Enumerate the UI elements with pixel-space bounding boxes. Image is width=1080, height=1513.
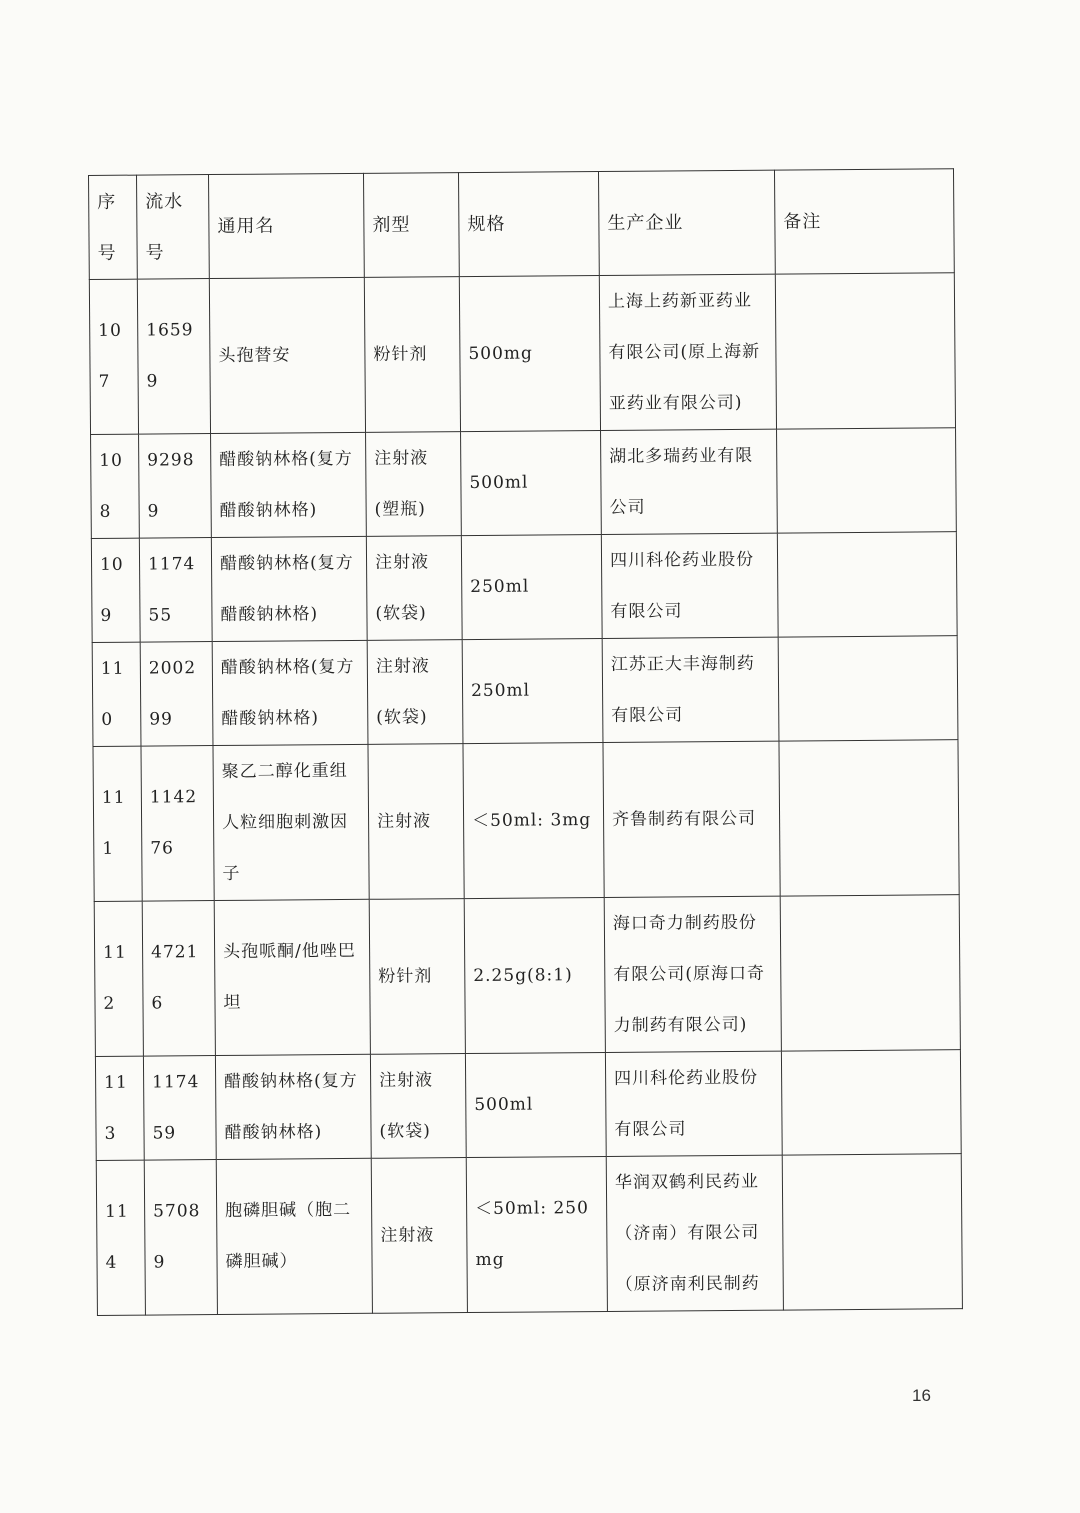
cell-note <box>778 636 958 741</box>
cell-manufacturer: 江苏正大丰海制药有限公司 <box>602 637 779 742</box>
cell-form: 粉针剂 <box>369 899 465 1055</box>
cell-manufacturer: 上海上药新亚药业有限公司(原上海新亚药业有限公司) <box>599 274 776 430</box>
cell-spec: 500ml <box>465 1052 606 1157</box>
cell-spec: 2.25g(8:1) <box>464 897 605 1053</box>
cell-seq: 107 <box>89 279 138 434</box>
header-spec: 规格 <box>458 171 599 276</box>
cell-manufacturer: 四川科伦药业股份有限公司 <box>601 533 778 638</box>
drug-list-table <box>88 168 963 1316</box>
header-seq: 序号 <box>89 175 138 279</box>
cell-note <box>779 740 959 896</box>
header-manufacturer: 生产企业 <box>598 170 775 275</box>
cell-flow: 92989 <box>139 434 212 539</box>
page-number: 16 <box>912 1386 931 1405</box>
table-row <box>95 1050 961 1161</box>
cell-seq: 114 <box>96 1160 145 1315</box>
cell-manufacturer: 齐鲁制药有限公司 <box>603 741 780 897</box>
cell-manufacturer: 海口奇力制药股份有限公司(原海口奇力制药有限公司) <box>604 896 781 1052</box>
cell-note <box>782 1154 962 1310</box>
cell-flow: 57089 <box>144 1160 217 1316</box>
cell-name: 胞磷胆碱（胞二磷胆碱） <box>216 1158 372 1314</box>
cell-form: 注射液(软袋) <box>370 1054 466 1159</box>
cell-seq: 108 <box>91 434 140 538</box>
cell-flow: 200299 <box>140 642 213 747</box>
cell-form: 注射液(塑瓶) <box>366 432 462 537</box>
cell-name: 头孢替安 <box>209 277 365 433</box>
cell-note <box>775 273 955 429</box>
cell-spec: 500ml <box>461 430 602 535</box>
table-row <box>92 636 958 747</box>
table-row <box>93 740 959 902</box>
header-name: 通用名 <box>209 173 365 278</box>
cell-manufacturer: 湖北多瑞药业有限公司 <box>601 429 778 534</box>
cell-seq: 111 <box>93 746 142 901</box>
cell-note <box>777 532 957 637</box>
cell-name: 醋酸钠林格(复方醋酸钠林格) <box>211 432 367 537</box>
table-row <box>91 532 957 643</box>
header-flow: 流水号 <box>137 175 210 280</box>
cell-name: 醋酸钠林格(复方醋酸钠林格) <box>215 1054 371 1159</box>
cell-seq: 110 <box>92 642 141 746</box>
cell-name: 醋酸钠林格(复方醋酸钠林格) <box>212 640 368 745</box>
header-form: 剂型 <box>363 173 459 278</box>
cell-form: 注射液(软袋) <box>367 640 463 745</box>
cell-form: 注射液 <box>371 1158 467 1314</box>
header-note: 备注 <box>774 169 954 274</box>
cell-flow: 16599 <box>137 279 210 435</box>
cell-note <box>780 895 960 1051</box>
cell-seq: 109 <box>91 538 140 642</box>
cell-seq: 112 <box>94 901 143 1056</box>
cell-flow: 47216 <box>142 901 215 1057</box>
cell-name: 聚乙二醇化重组人粒细胞刺激因子 <box>213 744 369 900</box>
cell-manufacturer: 华润双鹤利民药业（济南）有限公司（原济南利民制药 <box>606 1155 783 1311</box>
table-row <box>89 273 955 435</box>
table-header-row <box>89 169 955 280</box>
cell-name: 头孢哌酮/他唑巴坦 <box>214 899 370 1055</box>
cell-form: 注射液 <box>368 744 464 900</box>
table-row <box>96 1154 962 1316</box>
cell-spec: ＜50ml: 250mg <box>466 1156 607 1312</box>
cell-flow: 117459 <box>143 1056 216 1161</box>
cell-flow: 117455 <box>139 538 212 643</box>
cell-spec: ＜50ml: 3mg <box>463 742 604 898</box>
table-row <box>94 895 960 1057</box>
cell-flow: 114276 <box>141 746 214 902</box>
cell-spec: 250ml <box>462 638 603 743</box>
cell-form: 注射液(软袋) <box>366 536 462 641</box>
cell-note <box>777 428 957 533</box>
cell-note <box>781 1050 961 1155</box>
cell-name: 醋酸钠林格(复方醋酸钠林格) <box>211 536 367 641</box>
table-row <box>91 428 957 539</box>
cell-form: 粉针剂 <box>364 277 460 433</box>
cell-manufacturer: 四川科伦药业股份有限公司 <box>605 1051 782 1156</box>
cell-seq: 113 <box>95 1056 144 1160</box>
cell-spec: 500mg <box>459 275 600 431</box>
cell-spec: 250ml <box>461 534 602 639</box>
